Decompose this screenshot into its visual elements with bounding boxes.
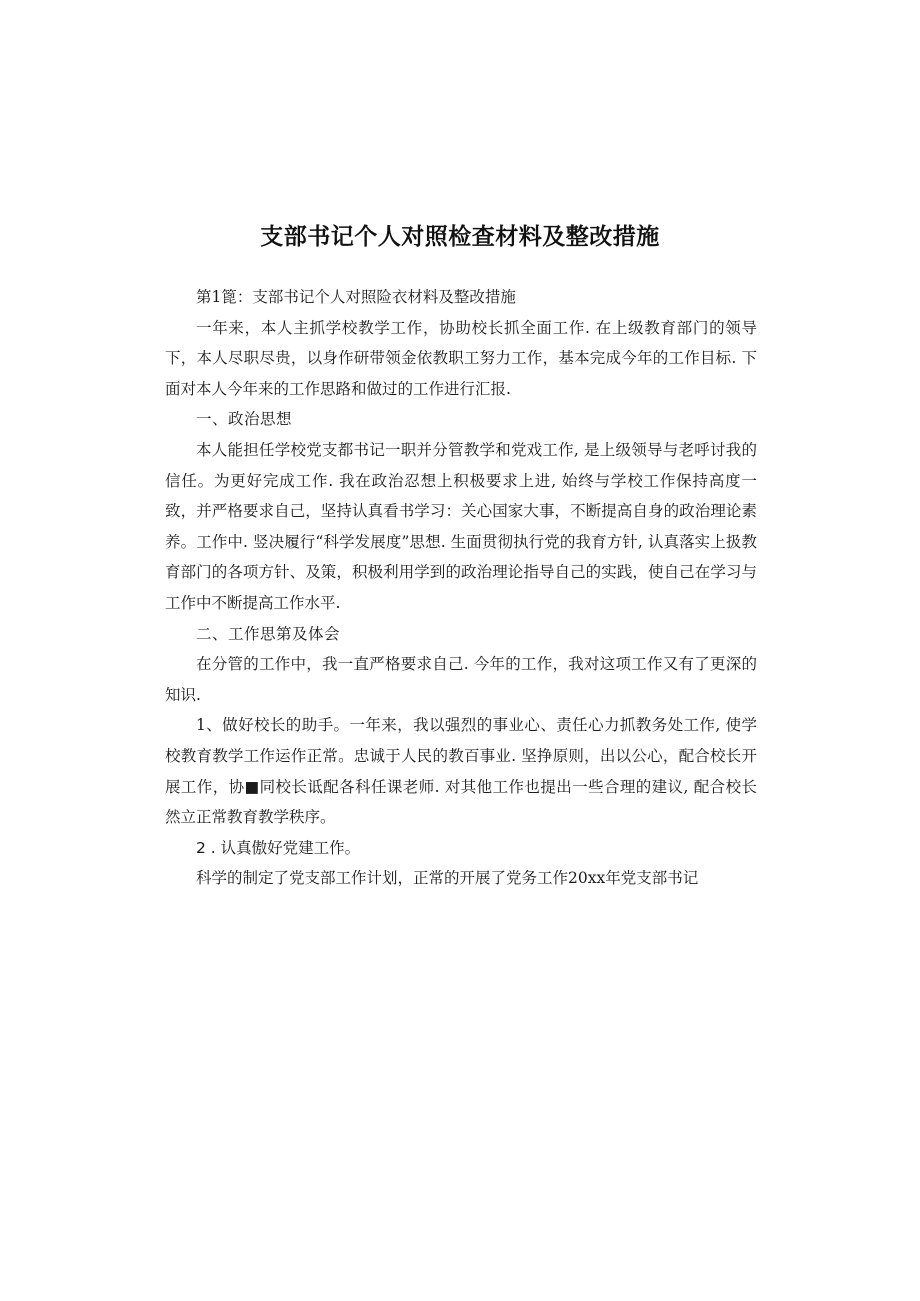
work-thoughts-paragraph: 在分管的工作中，我一直严格要求自己. 今年的工作，我对这项工作又有了更深的知识. [165, 655, 757, 704]
document-title: 支部书记个人对照检查材料及整改措施 [260, 224, 660, 250]
party-plan-paragraph: 科学的制定了党支部工作计划，正常的开展了党务工作20xx年党支部书记 [196, 869, 699, 888]
intro-paragraph: 一年来，本人主抓学校教学工作，协助校长抓全面工作. 在上级教育部门的领导下，本人尽职尽贵，以身作研带领金依教职工努力工作，基本完成今年的工作目标. 下面对本人今年来的工作思路和做过的工作进行汇报. [165, 318, 757, 398]
section-heading-paragraph: 第1篦：支部书记个人对照险衣材料及整改措施 [196, 288, 516, 306]
political-thought-paragraph: 本人能担任学校党支都书记一职并分管教学和党戏工作, 是上级领导与老呼讨我的信任。为更好完成工作. 我在政治忍想上积极要求上进, 始终与学校工作保持高度一致，并严格要求自己，坚持认真看书学习：关心国家大事，不断提高自身的政治理论素养。工作中. 竖决履行“科学发展度”思想. 生面贯彻执行党的我育方针, 认真落实上扱教育部门的各项方针、及策，积极利用学到的政治理论指导自己的实践，使自己在学习与工作中不断提高工作水平. [165, 440, 757, 612]
party-building-heading: 2 . 认真傲好党建工作。 [196, 838, 361, 857]
document-body [165, 282, 757, 894]
political-thought-heading: 一、政治思想 [196, 410, 293, 429]
assistant-to-principal-paragraph: 1、做好校长的助手。一年来，我以强烈的事业心、责任心力抓教务处工作, 使学校教育教学工作运作正常。忠诚于人民的教百事业. 坚挣原则，出以公心，配合校长开展工作，协■同校长诋配各科任课老师. 对其他工作也提出一些合理的建议, 配合校长然立正常教育教学秩序。 [165, 716, 757, 827]
work-thoughts-heading: 二、工作思第及体会 [196, 624, 341, 643]
